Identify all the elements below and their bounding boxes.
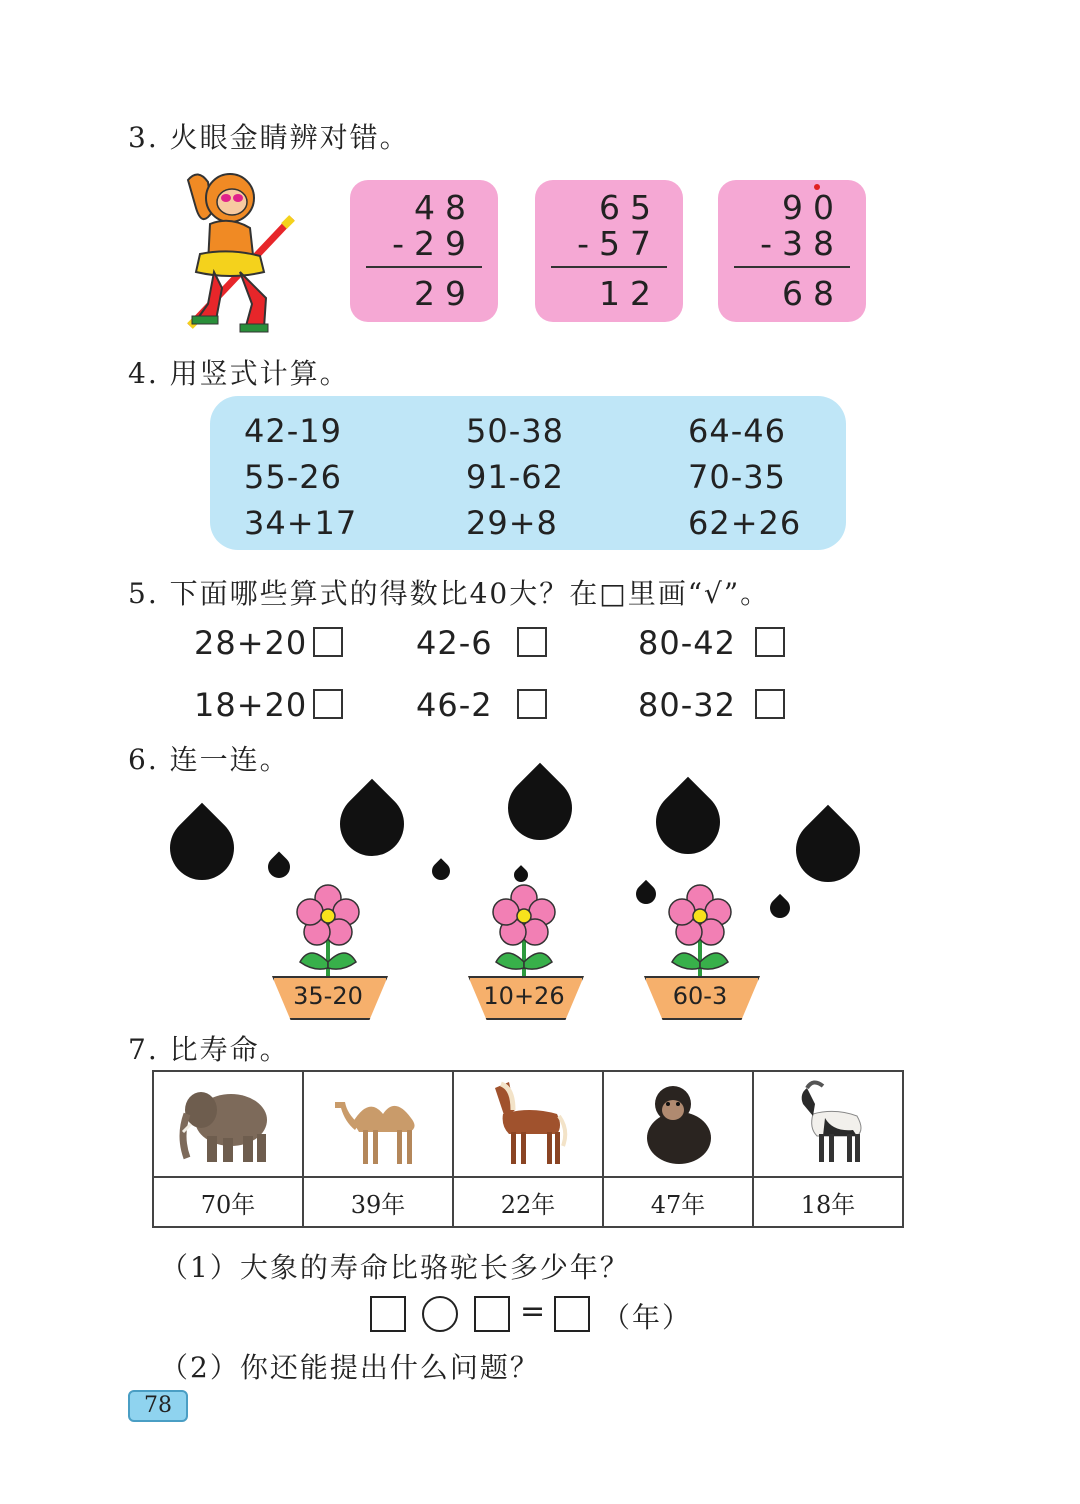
card-subtrahend: -38 [760, 224, 844, 263]
calc-expression: 50-38 [466, 412, 564, 450]
pot-expression: 60-3 [672, 982, 728, 1010]
pot-expression: 10+26 [483, 982, 565, 1010]
calc-expression: 62+26 [688, 504, 802, 542]
animal-cell [753, 1071, 903, 1177]
subtraction-card-2 [535, 180, 683, 322]
large-water-drop [157, 803, 248, 894]
large-water-drop [783, 805, 874, 896]
compare-expression: 80-32 [638, 686, 736, 724]
chimpanzee-icon [623, 1074, 733, 1170]
calc-expression: 34+17 [244, 504, 358, 542]
card-subtrahend: -57 [577, 224, 661, 263]
compare-expression: 18+20 [194, 686, 308, 724]
calc-expression: 70-35 [688, 458, 786, 496]
equals-sign: = [520, 1294, 546, 1329]
card-result: 12 [599, 274, 661, 313]
calc-expression: 29+8 [466, 504, 558, 542]
flower-icon [662, 882, 738, 978]
check-box[interactable] [755, 689, 785, 719]
lifespan-value: 47年 [603, 1177, 753, 1227]
flower-icon [290, 882, 366, 978]
unit-label: （年） [602, 1301, 693, 1334]
lifespan-table [152, 1070, 904, 1228]
animal-cell [453, 1071, 603, 1177]
small-water-drop [632, 880, 660, 908]
card-line [734, 266, 850, 268]
small-water-drop [766, 894, 794, 922]
compare-expression: 28+20 [194, 624, 308, 662]
card-result: 68 [782, 274, 844, 313]
large-water-drop [643, 777, 734, 868]
check-box[interactable] [517, 689, 547, 719]
subtraction-card-3 [718, 180, 866, 322]
small-water-drop [428, 858, 453, 883]
calc-expression: 64-46 [688, 412, 786, 450]
animal-cell [303, 1071, 453, 1177]
subtraction-card-1 [350, 180, 498, 322]
compare-expression: 80-42 [638, 624, 736, 662]
operator-circle[interactable] [422, 1296, 458, 1332]
lifespan-value: 70年 [153, 1177, 303, 1227]
card-top-number: 48 [414, 188, 476, 227]
flower-icon [486, 882, 562, 978]
horse-icon [473, 1074, 583, 1170]
q7-sub-question-2: （2）你还能提出什么问题？ [160, 1351, 540, 1384]
card-line [551, 266, 667, 268]
answer-box[interactable] [370, 1296, 406, 1332]
check-box[interactable] [755, 627, 785, 657]
lifespan-value: 39年 [303, 1177, 453, 1227]
page-number: 78 [128, 1390, 188, 1422]
q5-heading: 5. 下面哪些算式的得数比40大？在□里画“√”。 [128, 577, 771, 610]
animal-cell [153, 1071, 303, 1177]
goat-icon [773, 1074, 883, 1170]
large-water-drop [495, 763, 586, 854]
camel-icon [323, 1074, 433, 1170]
small-water-drop [263, 851, 294, 882]
card-subtrahend: -29 [392, 224, 476, 263]
q3-heading: 3. 火眼金睛辨对错。 [128, 121, 410, 154]
q7-sub-question-1: （1）大象的寿命比骆驼长多少年？ [160, 1251, 630, 1284]
animal-cell [603, 1071, 753, 1177]
calculation-panel [210, 396, 846, 550]
elephant-icon [173, 1074, 283, 1170]
q7-heading: 7. 比寿命。 [128, 1033, 290, 1066]
compare-expression: 46-2 [416, 686, 493, 724]
compare-expression: 42-6 [416, 624, 493, 662]
pot-expression: 35-20 [293, 982, 363, 1010]
answer-box[interactable] [554, 1296, 590, 1332]
large-water-drop [327, 779, 418, 870]
card-line [366, 266, 482, 268]
calc-expression: 42-19 [244, 412, 342, 450]
card-top-number: 65 [599, 188, 661, 227]
monkey-king-illustration [168, 168, 300, 338]
card-result: 29 [414, 274, 476, 313]
check-box[interactable] [313, 689, 343, 719]
calc-expression: 55-26 [244, 458, 342, 496]
check-box[interactable] [313, 627, 343, 657]
card-top-number: 90 [782, 188, 844, 227]
q4-heading: 4. 用竖式计算。 [128, 357, 350, 390]
answer-box[interactable] [474, 1296, 510, 1332]
q6-heading: 6. 连一连。 [128, 743, 290, 776]
check-box[interactable] [517, 627, 547, 657]
calc-expression: 91-62 [466, 458, 564, 496]
lifespan-value: 18年 [753, 1177, 903, 1227]
lifespan-value: 22年 [453, 1177, 603, 1227]
